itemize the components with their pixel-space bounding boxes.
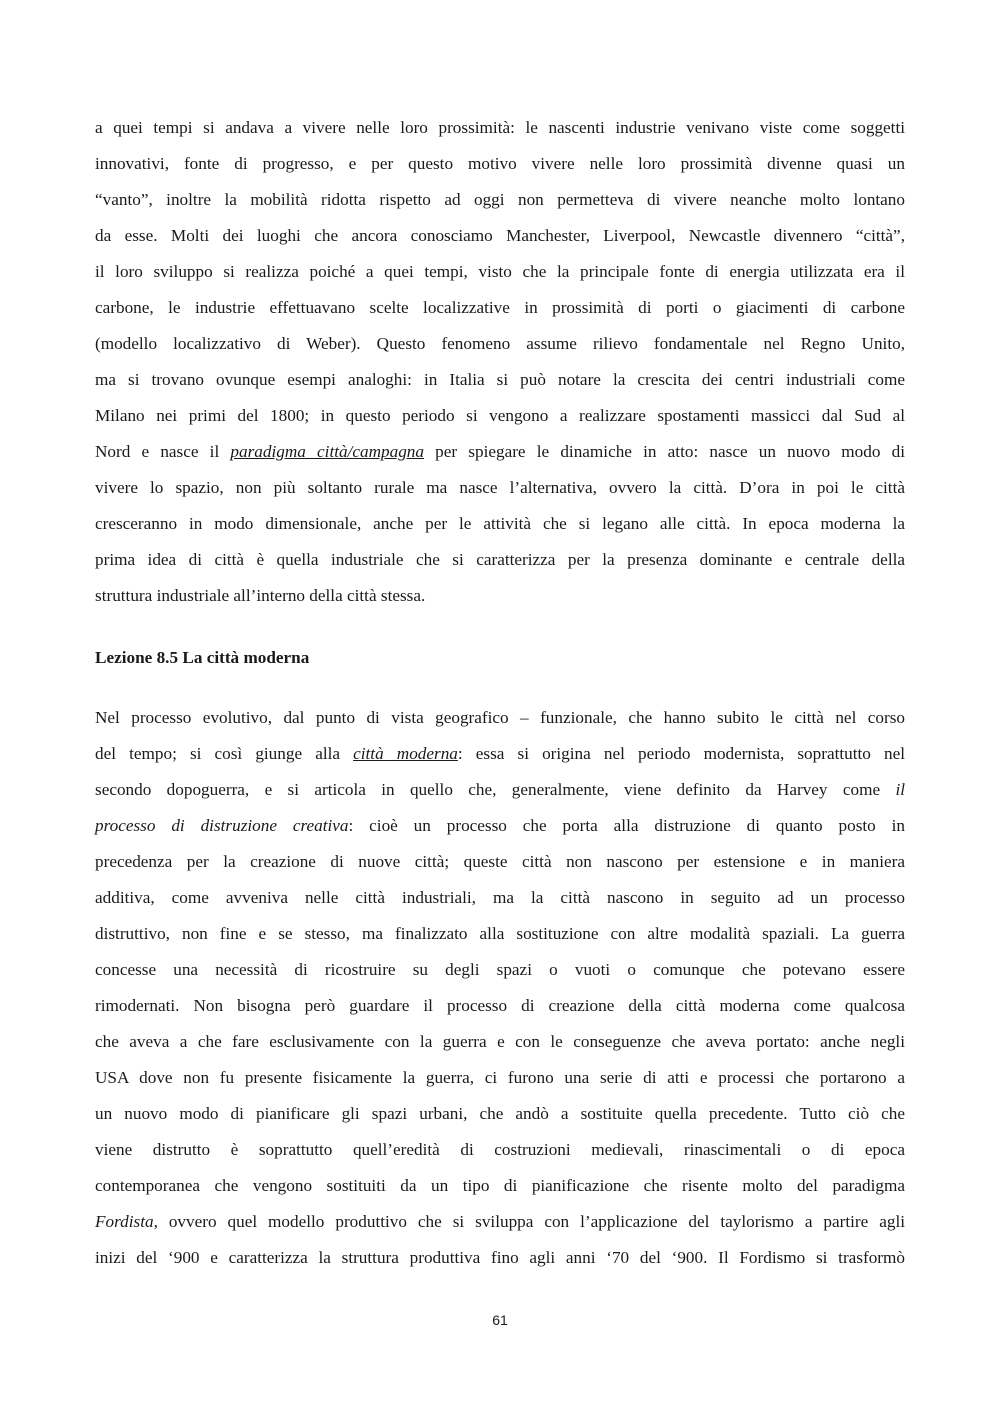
text-segment: per spiegare le dinamiche in atto: nasce un nuovo modo di xyxy=(423,442,905,461)
text-line: da esse. Molti dei luoghi che ancora conosciamo Manchester, Liverpool, Newcastle divennero “città”, xyxy=(95,226,905,245)
emphasized-term: paradigma città/campagna xyxy=(230,442,424,461)
page-body xyxy=(95,110,905,614)
text-segment: del tempo; si così giunge alla xyxy=(95,744,354,763)
text-line: struttura industriale all’interno della città stessa. xyxy=(95,586,426,605)
italic-term: processo di distruzione creativa xyxy=(95,816,349,835)
text-line: USA dove non fu presente fisicamente la guerra, ci furono una serie di atti e processi che portarono a xyxy=(95,1068,905,1087)
text-segment: , ovvero quel modello produttivo che si sviluppa con l’applicazione del taylorismo a partire agli xyxy=(153,1212,905,1231)
page-number: 61 xyxy=(492,1312,508,1328)
text-segment: : cioè un processo che porta alla distruzione di quanto posto in xyxy=(348,816,905,835)
text-line: Nel processo evolutivo, dal punto di vista geografico – funzionale, che hanno subito le città nel corso xyxy=(95,708,905,727)
paragraph-2 xyxy=(95,700,905,1276)
text-line: rimodernati. Non bisogna però guardare il processo di creazione della città moderna come qualcosa xyxy=(95,996,905,1015)
text-segment: secondo dopoguerra, e si articola in quello che, generalmente, viene definito da Harvey come xyxy=(95,780,896,799)
text-line: che aveva a che fare esclusivamente con la guerra e con le conseguenze che aveva portato: anche negli xyxy=(95,1032,905,1051)
text-line: prima idea di città è quella industriale che si caratterizza per la presenza dominante e centrale della xyxy=(95,550,905,569)
text-line: a quei tempi si andava a vivere nelle loro prossimità: le nascenti industrie venivano viste come soggetti xyxy=(95,118,905,137)
text-line: precedenza per la creazione di nuove città; queste città non nascono per estensione e in maniera xyxy=(95,852,905,871)
text-line xyxy=(95,1204,905,1240)
text-line xyxy=(95,808,905,844)
section-heading: Lezione 8.5 La città moderna xyxy=(95,648,310,667)
text-line xyxy=(95,772,905,808)
text-line: additiva, come avveniva nelle città industriali, ma la città nascono in seguito ad un processo xyxy=(95,888,905,907)
text-line xyxy=(95,736,905,772)
text-line: distruttivo, non fine e se stesso, ma finalizzato alla sostituzione con altre modalità spaziali. La guerra xyxy=(95,924,905,943)
text-line: viene distrutto è soprattutto quell’eredità di costruzioni medievali, rinascimentali o di epoca xyxy=(95,1140,905,1159)
emphasized-term: città moderna xyxy=(353,744,458,763)
italic-term: il xyxy=(895,780,905,799)
text-line: cresceranno in modo dimensionale, anche per le attività che si legano alle città. In epoca moderna la xyxy=(95,514,905,533)
paragraph-1 xyxy=(95,110,905,614)
text-line xyxy=(95,434,905,470)
text-line: inizi del ‘900 e caratterizza la struttura produttiva fino agli anni ‘70 del ‘900. Il Fordismo si trasformò xyxy=(95,1248,905,1267)
text-line: ma si trovano ovunque esempi analoghi: in Italia si può notare la crescita dei centri industriali come xyxy=(95,370,905,389)
text-line: (modello localizzativo di Weber). Questo fenomeno assume rilievo fondamentale nel Regno Unito, xyxy=(95,334,905,353)
text-line: innovativi, fonte di progresso, e per questo motivo vivere nelle loro prossimità divenne quasi un xyxy=(95,154,905,173)
italic-term: Fordista xyxy=(95,1212,154,1231)
text-line: vivere lo spazio, non più soltanto rurale ma nasce l’alternativa, ovvero la città. D’ora in poi le città xyxy=(95,478,905,497)
text-line: carbone, le industrie effettuavano scelte localizzative in prossimità di porti o giacimenti di carbone xyxy=(95,298,905,317)
text-line: il loro sviluppo si realizza poiché a quei tempi, visto che la principale fonte di energia utilizzata era il xyxy=(95,262,905,281)
text-segment: : essa si origina nel periodo modernista, soprattutto nel xyxy=(457,744,905,763)
text-segment: Nord e nasce il xyxy=(95,442,231,461)
text-line: un nuovo modo di pianificare gli spazi urbani, che andò a sostituite quella precedente. Tutto ciò che xyxy=(95,1104,905,1123)
text-line: concesse una necessità di ricostruire su degli spazi o vuoti o comunque che potevano essere xyxy=(95,960,905,979)
text-line: “vanto”, inoltre la mobilità ridotta rispetto ad oggi non permetteva di vivere neanche molto lontano xyxy=(95,190,905,209)
text-line: contemporanea che vengono sostituiti da un tipo di pianificazione che risente molto del paradigma xyxy=(95,1176,905,1195)
text-line: Milano nei primi del 1800; in questo periodo si vengono a realizzare spostamenti massicci dal Sud al xyxy=(95,406,905,425)
